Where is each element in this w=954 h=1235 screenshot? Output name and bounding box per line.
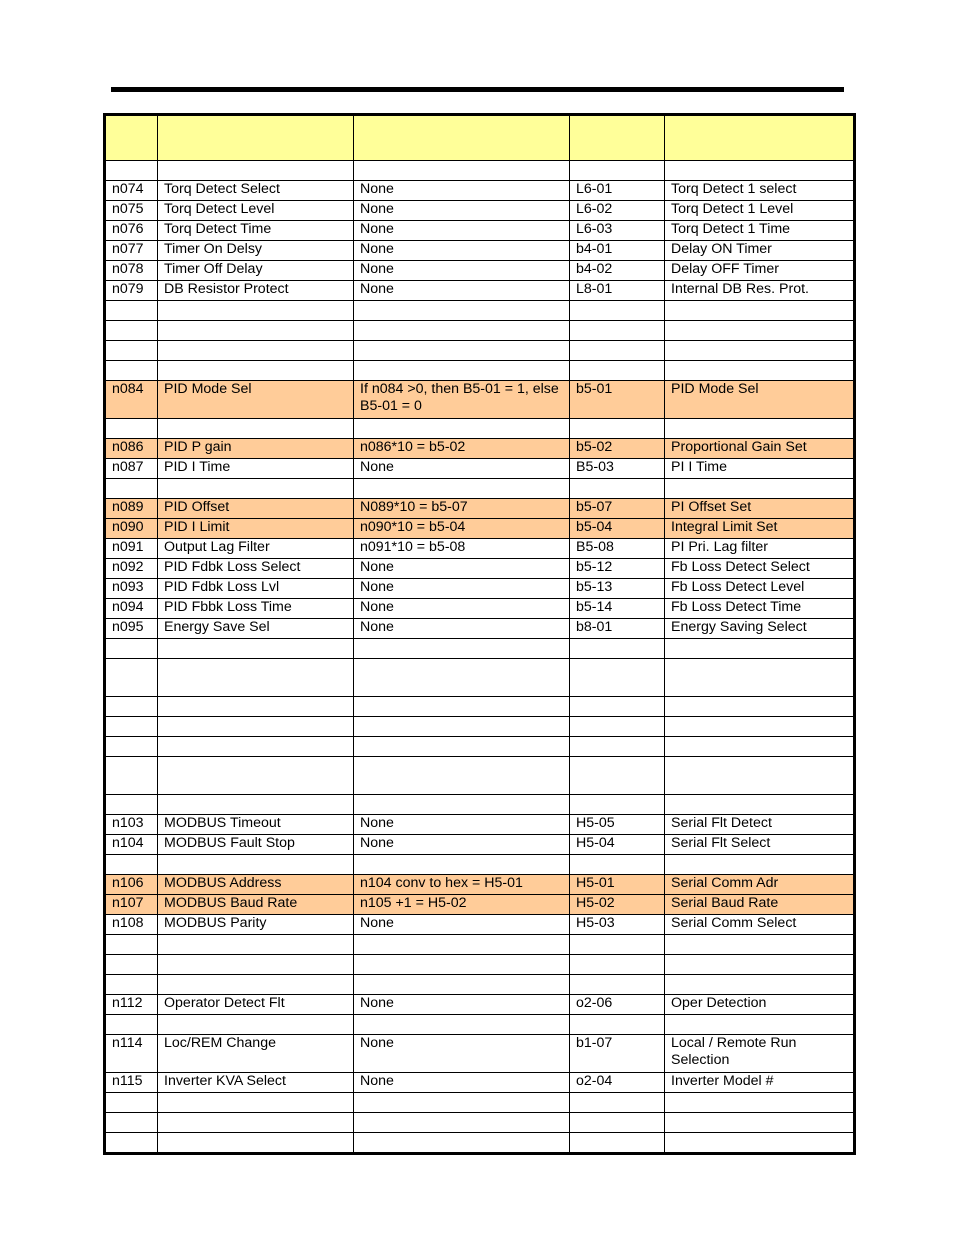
conversion-cell: [354, 341, 570, 361]
old-param-cell: n103: [105, 815, 158, 835]
new-name-cell: Integral Limit Set: [665, 519, 855, 539]
conversion-cell: None: [354, 995, 570, 1015]
old-name-cell: [158, 697, 354, 717]
new-name-cell: Delay OFF Timer: [665, 261, 855, 281]
header-rule: [111, 87, 844, 92]
old-param-cell: n104: [105, 835, 158, 855]
old-name-cell: [158, 301, 354, 321]
parameter-table: [103, 113, 856, 1155]
old-param-cell: n089: [105, 499, 158, 519]
table-row: [105, 619, 855, 639]
table-row: [105, 955, 855, 975]
old-param-cell: [105, 935, 158, 955]
new-name-cell: [665, 361, 855, 381]
old-name-cell: MODBUS Baud Rate: [158, 895, 354, 915]
new-name-cell: [665, 757, 855, 795]
old-name-cell: [158, 1113, 354, 1133]
old-name-cell: Torq Detect Time: [158, 221, 354, 241]
table-row: [105, 301, 855, 321]
table-row: [105, 1035, 855, 1073]
conversion-cell: None: [354, 221, 570, 241]
new-name-cell: Torq Detect 1 Level: [665, 201, 855, 221]
old-param-cell: n090: [105, 519, 158, 539]
conversion-cell: N089*10 = b5-07: [354, 499, 570, 519]
table-row: [105, 201, 855, 221]
new-name-cell: Proportional Gain Set: [665, 439, 855, 459]
table-row: [105, 1133, 855, 1154]
table-row: [105, 795, 855, 815]
new-param-cell: [570, 659, 665, 697]
old-name-cell: Timer Off Delay: [158, 261, 354, 281]
conversion-cell: n105 +1 = H5-02: [354, 895, 570, 915]
new-param-cell: B5-03: [570, 459, 665, 479]
table-row: [105, 321, 855, 341]
new-param-cell: [570, 737, 665, 757]
old-name-cell: Inverter KVA Select: [158, 1073, 354, 1093]
new-param-cell: H5-04: [570, 835, 665, 855]
old-name-cell: MODBUS Timeout: [158, 815, 354, 835]
new-name-cell: [665, 1133, 855, 1154]
new-param-cell: [570, 1015, 665, 1035]
old-name-cell: [158, 975, 354, 995]
old-param-cell: n114: [105, 1035, 158, 1073]
table-row: [105, 1073, 855, 1093]
table-row: [105, 697, 855, 717]
table-row: [105, 835, 855, 855]
table-row: [105, 281, 855, 301]
new-name-cell: [665, 717, 855, 737]
old-param-cell: [105, 757, 158, 795]
old-name-cell: [158, 659, 354, 697]
table-row: [105, 459, 855, 479]
new-param-cell: [570, 341, 665, 361]
table-row: [105, 341, 855, 361]
new-param-cell: [570, 639, 665, 659]
new-name-cell: [665, 935, 855, 955]
new-param-cell: L6-02: [570, 201, 665, 221]
new-name-cell: [665, 795, 855, 815]
old-param-cell: n091: [105, 539, 158, 559]
old-name-cell: MODBUS Fault Stop: [158, 835, 354, 855]
old-param-cell: [105, 321, 158, 341]
table-row: [105, 479, 855, 499]
table-row: [105, 419, 855, 439]
new-name-cell: Oper Detection: [665, 995, 855, 1015]
new-name-cell: Inverter Model #: [665, 1073, 855, 1093]
table-row: [105, 499, 855, 519]
old-name-cell: [158, 161, 354, 181]
conversion-cell: [354, 955, 570, 975]
table-row: [105, 895, 855, 915]
table-row: [105, 381, 855, 419]
table-row: [105, 579, 855, 599]
new-param-cell: b5-01: [570, 381, 665, 419]
old-name-cell: PID Fbbk Loss Time: [158, 599, 354, 619]
old-param-cell: n115: [105, 1073, 158, 1093]
conversion-cell: None: [354, 915, 570, 935]
conversion-cell: If n084 >0, then B5-01 = 1, else B5-01 = 0: [354, 381, 570, 419]
conversion-cell: [354, 737, 570, 757]
new-param-cell: [570, 935, 665, 955]
new-param-cell: b5-12: [570, 559, 665, 579]
old-param-cell: n092: [105, 559, 158, 579]
old-name-cell: [158, 479, 354, 499]
conversion-cell: [354, 479, 570, 499]
new-name-cell: Energy Saving Select: [665, 619, 855, 639]
new-param-cell: b5-07: [570, 499, 665, 519]
old-name-cell: PID I Limit: [158, 519, 354, 539]
table-row: [105, 995, 855, 1015]
conversion-cell: None: [354, 1035, 570, 1073]
conversion-cell: [354, 1093, 570, 1113]
old-param-cell: [105, 341, 158, 361]
new-name-cell: [665, 975, 855, 995]
conversion-cell: None: [354, 201, 570, 221]
old-name-cell: Output Lag Filter: [158, 539, 354, 559]
conversion-cell: n086*10 = b5-02: [354, 439, 570, 459]
new-name-cell: Torq Detect 1 select: [665, 181, 855, 201]
old-param-cell: [105, 697, 158, 717]
conversion-cell: [354, 1015, 570, 1035]
new-name-cell: Serial Comm Select: [665, 915, 855, 935]
table-row: [105, 539, 855, 559]
old-name-cell: PID Offset: [158, 499, 354, 519]
old-name-cell: [158, 1133, 354, 1154]
old-param-cell: [105, 855, 158, 875]
new-name-cell: PI I Time: [665, 459, 855, 479]
conversion-cell: [354, 855, 570, 875]
old-name-cell: [158, 795, 354, 815]
header-cell: [570, 115, 665, 161]
table-row: [105, 1093, 855, 1113]
conversion-cell: [354, 795, 570, 815]
new-param-cell: [570, 975, 665, 995]
old-param-cell: [105, 1113, 158, 1133]
conversion-cell: None: [354, 815, 570, 835]
conversion-cell: [354, 935, 570, 955]
old-name-cell: PID Fdbk Loss Select: [158, 559, 354, 579]
new-param-cell: H5-05: [570, 815, 665, 835]
old-param-cell: [105, 161, 158, 181]
new-name-cell: Serial Comm Adr: [665, 875, 855, 895]
old-param-cell: n079: [105, 281, 158, 301]
new-name-cell: PID Mode Sel: [665, 381, 855, 419]
table-row: [105, 875, 855, 895]
old-param-cell: n107: [105, 895, 158, 915]
new-name-cell: [665, 737, 855, 757]
old-param-cell: n084: [105, 381, 158, 419]
conversion-cell: None: [354, 835, 570, 855]
conversion-cell: [354, 717, 570, 737]
new-param-cell: [570, 955, 665, 975]
new-param-cell: [570, 717, 665, 737]
old-param-cell: [105, 737, 158, 757]
new-name-cell: Serial Baud Rate: [665, 895, 855, 915]
table-row: [105, 261, 855, 281]
new-param-cell: [570, 855, 665, 875]
table-row: [105, 241, 855, 261]
old-param-cell: n074: [105, 181, 158, 201]
old-param-cell: [105, 1133, 158, 1154]
old-param-cell: [105, 659, 158, 697]
new-param-cell: L6-03: [570, 221, 665, 241]
new-name-cell: [665, 955, 855, 975]
old-param-cell: [105, 717, 158, 737]
conversion-cell: None: [354, 459, 570, 479]
old-name-cell: [158, 935, 354, 955]
old-param-cell: n112: [105, 995, 158, 1015]
old-name-cell: [158, 341, 354, 361]
conversion-cell: None: [354, 559, 570, 579]
old-param-cell: n086: [105, 439, 158, 459]
old-param-cell: [105, 1015, 158, 1035]
table-row: [105, 639, 855, 659]
old-param-cell: n106: [105, 875, 158, 895]
old-name-cell: PID Fdbk Loss Lvl: [158, 579, 354, 599]
old-param-cell: n077: [105, 241, 158, 261]
old-name-cell: MODBUS Parity: [158, 915, 354, 935]
new-name-cell: [665, 479, 855, 499]
conversion-cell: None: [354, 1073, 570, 1093]
old-name-cell: [158, 1093, 354, 1113]
new-name-cell: [665, 855, 855, 875]
new-param-cell: [570, 795, 665, 815]
old-param-cell: n087: [105, 459, 158, 479]
old-name-cell: PID I Time: [158, 459, 354, 479]
old-param-cell: [105, 955, 158, 975]
header-cell: [354, 115, 570, 161]
new-param-cell: b1-07: [570, 1035, 665, 1073]
conversion-cell: [354, 639, 570, 659]
new-param-cell: b5-04: [570, 519, 665, 539]
conversion-cell: n104 conv to hex = H5-01: [354, 875, 570, 895]
new-param-cell: b8-01: [570, 619, 665, 639]
header-cell: [105, 115, 158, 161]
conversion-cell: None: [354, 181, 570, 201]
old-name-cell: [158, 717, 354, 737]
new-param-cell: [570, 161, 665, 181]
old-param-cell: n108: [105, 915, 158, 935]
table-row: [105, 1015, 855, 1035]
table-row: [105, 915, 855, 935]
old-param-cell: [105, 975, 158, 995]
old-param-cell: [105, 479, 158, 499]
new-param-cell: [570, 757, 665, 795]
table-row: [105, 599, 855, 619]
new-name-cell: [665, 419, 855, 439]
table-row: [105, 559, 855, 579]
old-param-cell: [105, 301, 158, 321]
table-row: [105, 161, 855, 181]
old-param-cell: n093: [105, 579, 158, 599]
table-row: [105, 935, 855, 955]
conversion-cell: [354, 161, 570, 181]
new-name-cell: Fb Loss Detect Select: [665, 559, 855, 579]
new-name-cell: PI Pri. Lag filter: [665, 539, 855, 559]
new-name-cell: [665, 659, 855, 697]
new-name-cell: [665, 301, 855, 321]
new-param-cell: [570, 479, 665, 499]
new-name-cell: [665, 341, 855, 361]
new-param-cell: [570, 321, 665, 341]
old-name-cell: [158, 1015, 354, 1035]
conversion-cell: [354, 975, 570, 995]
old-param-cell: [105, 639, 158, 659]
old-name-cell: PID Mode Sel: [158, 381, 354, 419]
old-name-cell: Loc/REM Change: [158, 1035, 354, 1073]
conversion-cell: [354, 1113, 570, 1133]
table-row: [105, 815, 855, 835]
old-param-cell: [105, 795, 158, 815]
header-cell: [665, 115, 855, 161]
table-row: [105, 737, 855, 757]
new-param-cell: b5-14: [570, 599, 665, 619]
table-row: [105, 717, 855, 737]
new-param-cell: H5-01: [570, 875, 665, 895]
table-row: [105, 439, 855, 459]
old-name-cell: MODBUS Address: [158, 875, 354, 895]
old-param-cell: n076: [105, 221, 158, 241]
old-name-cell: [158, 855, 354, 875]
new-param-cell: L8-01: [570, 281, 665, 301]
new-param-cell: [570, 361, 665, 381]
conversion-cell: None: [354, 241, 570, 261]
conversion-cell: None: [354, 261, 570, 281]
new-name-cell: [665, 321, 855, 341]
old-param-cell: [105, 1093, 158, 1113]
old-name-cell: Energy Save Sel: [158, 619, 354, 639]
new-name-cell: Serial Flt Select: [665, 835, 855, 855]
new-param-cell: B5-08: [570, 539, 665, 559]
conversion-cell: None: [354, 281, 570, 301]
conversion-cell: [354, 321, 570, 341]
old-name-cell: [158, 757, 354, 795]
old-name-cell: [158, 321, 354, 341]
conversion-cell: None: [354, 619, 570, 639]
conversion-cell: [354, 1133, 570, 1154]
new-param-cell: o2-04: [570, 1073, 665, 1093]
conversion-cell: n091*10 = b5-08: [354, 539, 570, 559]
table-header-row: [105, 115, 855, 161]
new-param-cell: [570, 1113, 665, 1133]
old-name-cell: Torq Detect Level: [158, 201, 354, 221]
new-name-cell: Torq Detect 1 Time: [665, 221, 855, 241]
parameter-table-body: [105, 115, 855, 1154]
conversion-cell: [354, 659, 570, 697]
new-param-cell: H5-03: [570, 915, 665, 935]
old-param-cell: n075: [105, 201, 158, 221]
new-param-cell: H5-02: [570, 895, 665, 915]
new-param-cell: o2-06: [570, 995, 665, 1015]
conversion-cell: None: [354, 599, 570, 619]
new-name-cell: Internal DB Res. Prot.: [665, 281, 855, 301]
old-name-cell: Operator Detect Flt: [158, 995, 354, 1015]
new-param-cell: [570, 1133, 665, 1154]
conversion-cell: [354, 697, 570, 717]
table-row: [105, 181, 855, 201]
new-name-cell: PI Offset Set: [665, 499, 855, 519]
old-name-cell: [158, 361, 354, 381]
table-row: [105, 659, 855, 697]
old-param-cell: [105, 361, 158, 381]
new-param-cell: b5-02: [570, 439, 665, 459]
new-param-cell: [570, 419, 665, 439]
new-name-cell: [665, 697, 855, 717]
new-param-cell: [570, 697, 665, 717]
table-row: [105, 757, 855, 795]
old-name-cell: PID P gain: [158, 439, 354, 459]
new-name-cell: Serial Flt Detect: [665, 815, 855, 835]
old-name-cell: Torq Detect Select: [158, 181, 354, 201]
old-param-cell: n095: [105, 619, 158, 639]
old-name-cell: [158, 419, 354, 439]
new-param-cell: b5-13: [570, 579, 665, 599]
conversion-cell: [354, 361, 570, 381]
new-name-cell: Local / Remote Run Selection: [665, 1035, 855, 1073]
old-param-cell: [105, 419, 158, 439]
conversion-cell: n090*10 = b5-04: [354, 519, 570, 539]
new-param-cell: b4-02: [570, 261, 665, 281]
new-name-cell: [665, 1015, 855, 1035]
table-row: [105, 855, 855, 875]
old-name-cell: [158, 737, 354, 757]
old-name-cell: [158, 955, 354, 975]
table-row: [105, 519, 855, 539]
table-row: [105, 1113, 855, 1133]
new-name-cell: Fb Loss Detect Time: [665, 599, 855, 619]
old-param-cell: n078: [105, 261, 158, 281]
table-row: [105, 975, 855, 995]
conversion-cell: [354, 419, 570, 439]
new-param-cell: [570, 1093, 665, 1113]
old-param-cell: n094: [105, 599, 158, 619]
old-name-cell: DB Resistor Protect: [158, 281, 354, 301]
new-param-cell: [570, 301, 665, 321]
table-row: [105, 221, 855, 241]
header-cell: [158, 115, 354, 161]
old-name-cell: [158, 639, 354, 659]
conversion-cell: [354, 757, 570, 795]
new-name-cell: Fb Loss Detect Level: [665, 579, 855, 599]
conversion-cell: None: [354, 579, 570, 599]
new-name-cell: [665, 1093, 855, 1113]
new-param-cell: b4-01: [570, 241, 665, 261]
new-param-cell: L6-01: [570, 181, 665, 201]
new-name-cell: [665, 639, 855, 659]
new-name-cell: [665, 1113, 855, 1133]
new-name-cell: [665, 161, 855, 181]
new-name-cell: Delay ON Timer: [665, 241, 855, 261]
table-row: [105, 361, 855, 381]
conversion-cell: [354, 301, 570, 321]
old-name-cell: Timer On Delsy: [158, 241, 354, 261]
